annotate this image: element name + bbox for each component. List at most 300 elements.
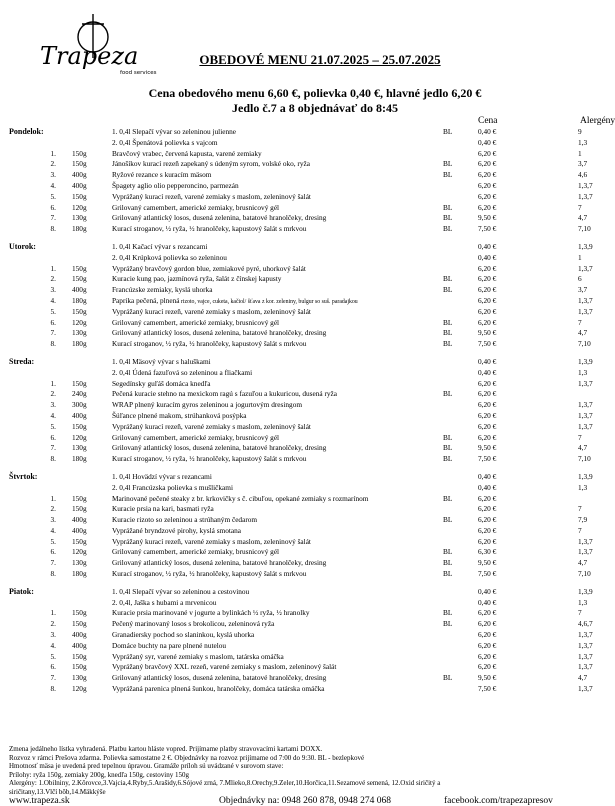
item-description: Grilovaný atlantický losos, dusená zelenina, batatové hranolčeky, dresing [112,673,327,683]
item-number: 3. [50,630,56,640]
item-price: 0,40 € [478,241,497,251]
menu-row [0,662,606,673]
item-description: Domáce buchty na pare plnené nutelou [112,640,227,650]
menu-row [0,400,606,411]
gluten-free-badge: BL [443,443,453,453]
gluten-free-badge: BL [443,608,453,618]
item-price: 6,20 € [478,608,497,618]
day-section [0,242,606,350]
item-number: 8. [50,569,56,579]
menu-row [0,608,606,619]
item-weight: 150g [72,493,87,503]
item-weight: 180g [72,569,87,579]
day-section [0,587,606,695]
item-allergens: 1,3,9 [578,586,593,596]
menu-row [0,379,606,390]
item-price: 7,50 € [478,684,497,694]
item-description: Grilovaný atlantický losos, dusená zelenina, batatové hranolčeky, dresing [112,558,327,568]
item-allergens: 7,10 [578,569,591,579]
day-section [0,127,606,235]
menu-row [0,274,606,285]
item-price: 9,50 € [478,443,497,453]
item-allergens: 7 [578,608,582,618]
logo-wordmark: Trapeza [40,42,139,70]
price-info: Cena obedového menu 6,60 €, polievka 0,40 €, hlavné jedlo 6,20 € [148,86,482,100]
item-description: 1. 0,4l Hovädzí vývar s rezancami [112,471,212,481]
item-price: 6,20 € [478,306,497,316]
column-header-allergens: Alergény [580,116,615,126]
item-price: 0,40 € [478,471,497,481]
menu-row [0,483,606,494]
day-name: Pondelok: [9,127,44,136]
item-number: 2. [50,504,56,514]
menu-row [0,181,606,192]
menu-row [0,422,606,433]
item-weight: 130g [72,558,87,568]
menu-row [0,454,606,465]
item-number: 5. [50,306,56,316]
menu-row [0,389,606,400]
website-link[interactable]: www.trapeza.sk [9,796,70,806]
item-description: Kurací stroganov, ½ ryža, ½ hranolčeky, kapustový šalát s mrkvou [112,454,307,464]
item-allergens: 4,7 [578,443,588,453]
day-name: Piatok: [9,586,34,596]
item-allergens: 9 [578,127,582,136]
item-allergens: 1,3,7 [578,651,593,661]
gluten-free-badge: BL [443,213,453,223]
day-name: Streda: [9,356,35,366]
item-number: 6. [50,317,56,327]
item-description: Grilovaný camembert, americké zemiaky, brusnicový gél [112,202,280,212]
item-weight: 150g [72,263,87,273]
item-number: 7. [50,213,56,223]
item-weight: 150g [72,378,87,388]
item-weight: 130g [72,328,87,338]
menu-row [0,569,606,580]
item-description: Kuracie prsia marinované v jogurte a bylinkách ½ ryža, ½ hranolky [112,608,310,618]
item-price: 0,40 € [478,586,497,596]
menu-row [0,192,606,203]
menu-row [0,411,606,422]
item-price: 6,20 € [478,263,497,273]
menu-row [0,652,606,663]
item-allergens: 1,3,9 [578,241,593,251]
gluten-free-badge: BL [443,558,453,568]
item-description: 1. 0,4l Slepačí vývar so zeleninou julienne [112,127,237,136]
item-price: 6,20 € [478,504,497,514]
trapeza-logo [40,10,160,76]
item-price: 6,20 € [478,148,497,158]
item-number: 1. [50,493,56,503]
footer-notes [9,745,599,797]
item-price: 6,20 € [478,400,497,410]
gluten-free-badge: BL [443,224,453,234]
item-number: 2. [50,159,56,169]
menu-row [0,433,606,444]
gluten-free-badge: BL [443,389,453,399]
item-price: 6,20 € [478,630,497,640]
item-price: 6,20 € [478,651,497,661]
menu-row [0,203,606,214]
gluten-free-badge: BL [443,339,453,349]
gluten-free-badge: BL [443,454,453,464]
item-number: 8. [50,454,56,464]
item-weight: 180g [72,295,87,305]
item-description: 1. 0,4l Mäsový vývar s haluškami [112,356,211,366]
gluten-free-badge: BL [443,493,453,503]
item-allergens: 1,3,7 [578,180,593,190]
item-price: 7,50 € [478,224,497,234]
menu-row [0,328,606,339]
gluten-free-badge: BL [443,569,453,579]
menu-row [0,558,606,569]
item-allergens: 4,6,7 [578,619,593,629]
item-number: 3. [50,515,56,525]
item-description: Grilovaný camembert, americké zemiaky, brusnicový gél [112,547,280,557]
item-description: Vyprážaný syr, varené zemiaky s maslom, tatárska omáčka [112,651,284,661]
item-allergens: 1,3,7 [578,263,593,273]
item-weight: 150g [72,504,87,514]
item-weight: 400g [72,630,87,640]
item-number: 4. [50,410,56,420]
item-price: 0,40 € [478,356,497,366]
gluten-free-badge: BL [443,159,453,169]
menu-row [0,339,606,350]
menu-row [0,547,606,558]
item-number: 3. [50,400,56,410]
item-weight: 180g [72,454,87,464]
item-weight: 120g [72,317,87,327]
day-section [0,472,606,580]
item-description: Pečený marinovaný losos s brokolicou, zeleninová ryža [112,619,275,629]
menu-row [0,537,606,548]
item-number: 1. [50,263,56,273]
logo-graphic [40,10,160,76]
item-allergens: 4,7 [578,213,588,223]
item-allergens: 4,7 [578,328,588,338]
menu-row [0,213,606,224]
menu-row [0,641,606,652]
item-description: Vyprážaný kurací rezeň, varené zemiaky s maslom, zeleninový šalát [112,306,311,316]
item-price: 6,20 € [478,274,497,284]
item-number: 2. [50,274,56,284]
item-price: 9,50 € [478,673,497,683]
item-price: 6,20 € [478,421,497,431]
item-allergens: 1,3 [578,597,588,607]
menu-title: OBEDOVÉ MENU 21.07.2025 – 25.07.2025 [199,52,441,67]
logo-tagline: food services [120,70,157,76]
item-price: 6,20 € [478,493,497,503]
item-number: 6. [50,662,56,672]
item-description: Kurací stroganov, ½ ryža, ½ hranolčeky, kapustový šalát s mrkvou [112,224,307,234]
item-allergens: 1,3 [578,482,588,492]
menu-row [0,296,606,307]
item-price: 0,40 € [478,137,497,147]
item-weight: 120g [72,432,87,442]
item-number: 8. [50,684,56,694]
item-description: Kurací stroganov, ½ ryža, ½ hranolčeky, kapustový šalát s mrkvou [112,569,307,579]
item-price: 0,40 € [478,597,497,607]
item-weight: 130g [72,213,87,223]
item-price: 6,20 € [478,432,497,442]
footer-line: siričitany,13.Vlčí bôb,14.Mäkkýše [9,787,106,796]
item-allergens: 1,3 [578,137,588,147]
item-description: WRAP plnený kuracím gyros zeleninou a jogurtovým dresingom [112,400,303,410]
item-number: 2. [50,389,56,399]
item-allergens: 7,10 [578,454,591,464]
item-weight: 130g [72,443,87,453]
menu-row [0,127,606,138]
item-allergens: 1,3,7 [578,410,593,420]
item-price: 6,20 € [478,410,497,420]
item-description: Grilovaný camembert, americké zemiaky, brusnicový gél [112,432,280,442]
menu-row [0,149,606,160]
item-description: Kurací stroganov, ½ ryža, ½ hranolčeky, kapustový šalát s mrkvou [112,339,307,349]
item-description: Grilovaný atlantický losos, dusená zelenina, batatové hranolčeky, dresing [112,328,327,338]
gluten-free-badge: BL [443,673,453,683]
item-number: 8. [50,339,56,349]
item-number: 5. [50,536,56,546]
item-allergens: 7,10 [578,224,591,234]
item-number: 7. [50,443,56,453]
item-weight: 130g [72,673,87,683]
item-description: Paprika pečená, plnená [112,295,180,305]
item-number: 5. [50,191,56,201]
item-description: Kuracie kung pao, jazmínová ryža, šalát z čínskej kapusty [112,274,282,284]
item-allergens: 7,9 [578,515,588,525]
item-weight: 150g [72,306,87,316]
item-description: Granadiersky pochod so slaninkou, kyslá uhorka [112,630,255,640]
item-price: 6,30 € [478,547,497,557]
item-allergens: 1,3,9 [578,471,593,481]
gluten-free-badge: BL [443,285,453,295]
day-section [0,357,606,465]
item-number: 4. [50,640,56,650]
item-number: 2. [50,619,56,629]
item-price: 9,50 € [478,328,497,338]
menu-row [0,357,606,368]
item-description: Vyprážaný bravčový gordon blue, zemiakové pyré, uhorkový šalát [112,263,306,273]
order-deadline: Jedlo č.7 a 8 objednávať do 8:45 [232,101,398,115]
item-number: 7. [50,328,56,338]
menu-row [0,673,606,684]
menu-row [0,138,606,149]
footer-line: Prílohy: ryža 150g, zemiaky 200g, knedľa 150g, cestoviny 150g [9,770,189,779]
item-allergens: 4,6 [578,170,588,180]
item-weight: 400g [72,170,87,180]
footer-line: Zmena jedálneho lístka vyhradená. Platbu kartou hláste vopred. Prijímame platby stravovacími kartami DOXX. [9,745,323,753]
item-price: 6,20 € [478,640,497,650]
item-allergens: 1,3,7 [578,536,593,546]
item-number: 6. [50,547,56,557]
menu-table [0,127,606,702]
item-allergens: 1,3,7 [578,662,593,672]
item-price: 0,40 € [478,127,497,136]
item-weight: 150g [72,536,87,546]
gluten-free-badge: BL [443,619,453,629]
item-weight: 240g [72,389,87,399]
facebook-link[interactable]: facebook.com/trapezapresov [444,796,553,806]
menu-row [0,526,606,537]
item-price: 6,20 € [478,662,497,672]
menu-row [0,494,606,505]
item-price: 7,50 € [478,454,497,464]
item-description: Grilovaný atlantický losos, dusená zelenina, batatové hranolčeky, dresing [112,213,327,223]
item-number: 4. [50,180,56,190]
item-allergens: 1,3,7 [578,421,593,431]
item-allergens: 3,7 [578,159,588,169]
item-number: 4. [50,295,56,305]
item-description: Ryžové rezance s kuracím mäsom [112,170,212,180]
item-price: 0,40 € [478,252,497,262]
item-price: 6,20 € [478,202,497,212]
item-weight: 300g [72,400,87,410]
menu-row [0,170,606,181]
item-description: 1. 0,4l Kačací vývar s rezancami [112,241,208,251]
item-weight: 400g [72,525,87,535]
item-allergens: 7 [578,525,582,535]
item-price: 6,20 € [478,536,497,546]
item-price: 0,40 € [478,367,497,377]
gluten-free-badge: BL [443,127,453,136]
menu-row [0,224,606,235]
item-allergens: 7 [578,202,582,212]
item-description: Segedínsky guľáš domáca knedľa [112,378,211,388]
item-allergens: 1,3,7 [578,400,593,410]
item-number: 8. [50,224,56,234]
item-price: 6,20 € [478,295,497,305]
item-description: Bravčový vrabec, červená kapusta, varené zemiaky [112,148,262,158]
menu-row [0,253,606,264]
item-allergens: 7 [578,317,582,327]
item-weight: 120g [72,202,87,212]
item-weight: 120g [72,547,87,557]
gluten-free-badge: BL [443,432,453,442]
gluten-free-badge: BL [443,317,453,327]
item-allergens: 4,7 [578,673,588,683]
item-weight: 400g [72,285,87,295]
item-weight: 400g [72,410,87,420]
menu-row [0,619,606,630]
item-allergens: 3,7 [578,285,588,295]
item-number: 1. [50,608,56,618]
item-description: 2. 0,4l Francúzska polievka s mušličkami [112,482,233,492]
item-description: Pečená kuracie stehno na mexickom ragú s fazuľou a kukuricou, dusená ryža [112,389,338,399]
item-price: 6,20 € [478,378,497,388]
gluten-free-badge: BL [443,170,453,180]
item-price: 0,40 € [478,482,497,492]
item-weight: 180g [72,224,87,234]
item-weight: 150g [72,191,87,201]
item-allergens: 1,3 [578,367,588,377]
item-allergens: 1,3,7 [578,306,593,316]
item-allergens: 7 [578,432,582,442]
item-weight: 150g [72,651,87,661]
column-header-price: Cena [478,116,498,126]
item-price: 9,50 € [478,213,497,223]
footer-line: Rozvoz v rámci Prešova zdarma. Polievka samostatne 2 €. Objednávky na rozvoz prijímame od 7:00 do 9:30. BL - bezlepkové [9,753,365,762]
item-price: 9,50 € [478,558,497,568]
item-allergens: 4,7 [578,558,588,568]
item-number: 7. [50,673,56,683]
item-price: 6,20 € [478,191,497,201]
item-price: 6,20 € [478,619,497,629]
item-weight: 400g [72,640,87,650]
order-phones: Objednávky na: 0948 260 878, 0948 274 068 [219,796,392,806]
item-weight: 150g [72,619,87,629]
menu-row [0,684,606,695]
item-description: Francúzske zemiaky, kyslá uhorka [112,285,213,295]
gluten-free-badge: BL [443,515,453,525]
item-price: 6,20 € [478,159,497,169]
item-number: 4. [50,525,56,535]
menu-row [0,285,606,296]
item-allergens: 1,3,7 [578,547,593,557]
item-description: Vyprážaný kurací rezeň, varené zemiaky s maslom, zeleninový šalát [112,421,311,431]
menu-row [0,504,606,515]
menu-row [0,598,606,609]
item-allergens: 7,10 [578,339,591,349]
item-allergens: 1,3,7 [578,378,593,388]
item-price: 6,20 € [478,180,497,190]
item-description: Vyprážané bryndzové pirohy, kyslá smotana [112,525,242,535]
item-weight: 150g [72,421,87,431]
menu-row [0,630,606,641]
item-number: 7. [50,558,56,568]
item-allergens: 7 [578,504,582,514]
item-description: 2. 0,4l Údená fazuľová so zeleninou a fliačkami [112,367,253,377]
day-name: Štvrtok: [9,471,38,481]
item-description: Jánošíkov kurací rezeň zapekaný s údeným syrom, volské oko, ryža [112,159,310,169]
item-description: Špagety aglio olio pepperoncino, parmezán [112,180,239,190]
menu-row [0,159,606,170]
item-weight: 400g [72,180,87,190]
menu-row [0,472,606,483]
item-weight: 180g [72,339,87,349]
item-description: Kuracie prsia na kari, basmati ryža [112,504,214,514]
item-description: Vyprážaná parenica plnená šunkou, hranolčeky, domáca tatárska omáčka [112,684,325,694]
item-number: 1. [50,378,56,388]
item-description: Grilovaný camembert, americké zemiaky, brusnicový gél [112,317,280,327]
item-allergens: 1,3,7 [578,630,593,640]
menu-row [0,443,606,454]
item-allergens: 1,3,7 [578,684,593,694]
day-name: Utorok: [9,241,36,251]
item-weight: 400g [72,515,87,525]
item-price: 6,20 € [478,525,497,535]
item-weight: 150g [72,148,87,158]
gluten-free-badge: BL [443,328,453,338]
menu-row [0,307,606,318]
item-number: 5. [50,421,56,431]
item-allergens: 1,3,7 [578,640,593,650]
footer-line: Alergény: 1.Obilniny, 2.Kôrovce,3.Vajcia,4.Ryby,5.Arašidy,6.Sójové zrná, 7.Mlieko,8.Orechy,9.Zeler,10.Horčica,11.Sezamové semená, 12.Oxid siričitý a [9,779,441,788]
menu-row [0,242,606,253]
gluten-free-badge: BL [443,274,453,284]
gluten-free-badge: BL [443,202,453,212]
item-description: Šúľance plnené makom, strúhanková posýpka [112,410,247,420]
gluten-free-badge: BL [443,547,453,557]
item-allergens: 1 [578,252,582,262]
item-number: 3. [50,285,56,295]
menu-row [0,264,606,275]
item-allergens: 6 [578,274,582,284]
item-allergens: 1,3,7 [578,191,593,201]
item-description: 2. 0,4l Špenátová polievka s vajcom [112,137,218,147]
item-weight: 150g [72,274,87,284]
menu-row [0,318,606,329]
menu-row [0,515,606,526]
